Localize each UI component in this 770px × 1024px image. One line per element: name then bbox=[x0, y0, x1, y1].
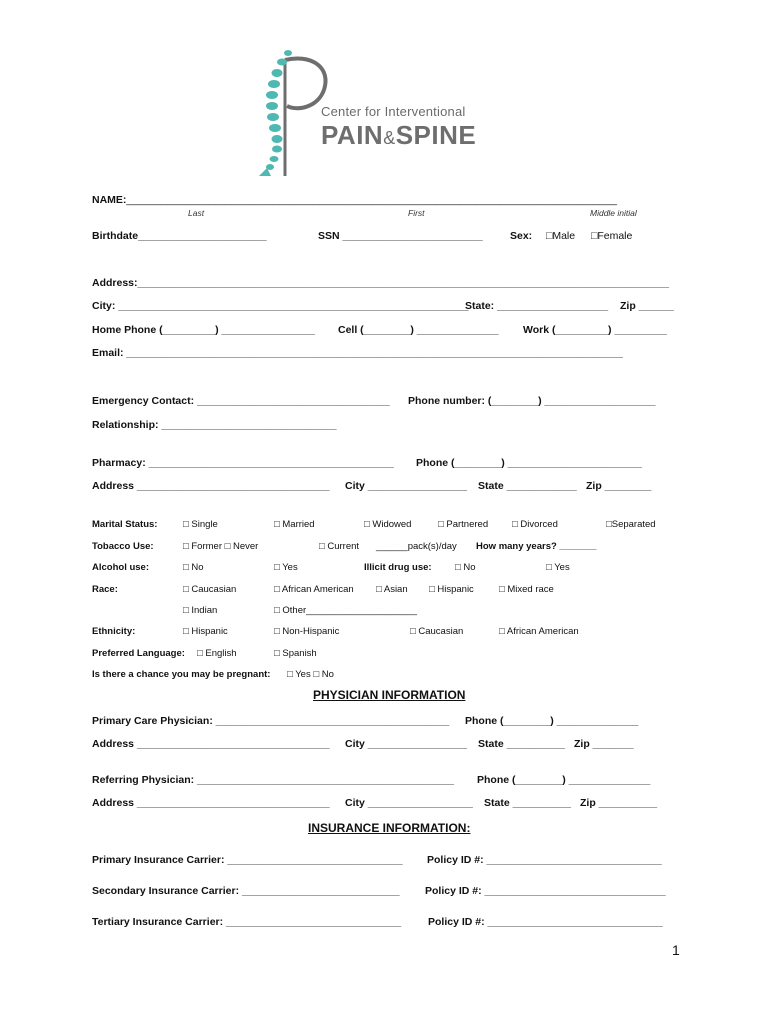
marital-single-checkbox[interactable]: □ Single bbox=[183, 519, 218, 530]
name-blank: ____________________________________________________________________________________ bbox=[126, 194, 617, 206]
logo-line2 bbox=[321, 120, 476, 153]
race-african-american-checkbox[interactable]: □ African American bbox=[274, 584, 354, 595]
referring-state-field[interactable]: State __________ bbox=[484, 797, 571, 809]
race-asian-checkbox[interactable]: □ Asian bbox=[376, 584, 408, 595]
language-english-checkbox[interactable]: □ English bbox=[197, 648, 237, 659]
pcp-address-field[interactable]: Address _________________________________ bbox=[92, 738, 330, 750]
secondary-insurance-field[interactable]: Secondary Insurance Carrier: ___________________________ bbox=[92, 885, 400, 897]
logo bbox=[255, 48, 525, 180]
sex-female-checkbox[interactable]: □Female bbox=[591, 230, 633, 242]
language-label: Preferred Language: bbox=[92, 648, 185, 659]
race-mixed-checkbox[interactable]: □ Mixed race bbox=[499, 584, 554, 595]
pharmacy-zip-field[interactable]: Zip ________ bbox=[586, 480, 652, 492]
secondary-policy-field[interactable]: Policy ID #: _______________________________ bbox=[425, 885, 666, 897]
referring-address-field[interactable]: Address _________________________________ bbox=[92, 797, 330, 809]
race-other-field[interactable]: □ Other_____________________ bbox=[274, 605, 418, 616]
ethnicity-hispanic-checkbox[interactable]: □ Hispanic bbox=[183, 626, 228, 637]
state-field[interactable]: State: ___________________ bbox=[465, 300, 609, 312]
email-field[interactable]: Email: _____________________________________________________________________________________ bbox=[92, 347, 623, 359]
ethnicity-non-hispanic-checkbox[interactable]: □ Non-Hispanic bbox=[274, 626, 340, 637]
primary-policy-field[interactable]: Policy ID #: ______________________________ bbox=[427, 854, 662, 866]
alcohol-yes-checkbox[interactable]: □ Yes bbox=[274, 562, 298, 573]
pcp-zip-field[interactable]: Zip _______ bbox=[574, 738, 634, 750]
pharmacy-state-field[interactable]: State ____________ bbox=[478, 480, 577, 492]
sex-male-checkbox[interactable]: □Male bbox=[546, 230, 576, 242]
name-first-caption: First bbox=[408, 208, 425, 218]
name-middle-caption: Middle initial bbox=[590, 208, 637, 218]
emergency-contact-field[interactable]: Emergency Contact: _________________________________ bbox=[92, 395, 390, 407]
illicit-no-checkbox[interactable]: □ No bbox=[455, 562, 476, 573]
relationship-field[interactable]: Relationship: ______________________________ bbox=[92, 419, 337, 431]
marital-married-checkbox[interactable]: □ Married bbox=[274, 519, 315, 530]
race-caucasian-checkbox[interactable]: □ Caucasian bbox=[183, 584, 237, 595]
pcp-field[interactable]: Primary Care Physician: ________________________________________ bbox=[92, 715, 450, 727]
tobacco-packs-field[interactable]: ______pack(s)/day bbox=[376, 541, 457, 552]
illicit-yes-checkbox[interactable]: □ Yes bbox=[546, 562, 570, 573]
pharmacy-field[interactable]: Pharmacy: __________________________________________ bbox=[92, 457, 394, 469]
insurance-info-heading: INSURANCE INFORMATION: bbox=[308, 821, 471, 835]
name-label: NAME: bbox=[92, 194, 127, 206]
pregnant-label: Is there a chance you may be pregnant: bbox=[92, 669, 271, 680]
tertiary-insurance-field[interactable]: Tertiary Insurance Carrier: ______________________________ bbox=[92, 916, 402, 928]
home-phone-field[interactable]: Home Phone (_________) ________________ bbox=[92, 324, 315, 336]
tobacco-former-never-checkbox[interactable]: □ Former □ Never bbox=[183, 541, 259, 552]
emergency-phone-field[interactable]: Phone number: (________) ___________________ bbox=[408, 395, 656, 407]
race-hispanic-checkbox[interactable]: □ Hispanic bbox=[429, 584, 474, 595]
tertiary-policy-field[interactable]: Policy ID #: ______________________________ bbox=[428, 916, 663, 928]
pharmacy-address-field[interactable]: Address _________________________________ bbox=[92, 480, 330, 492]
language-spanish-checkbox[interactable]: □ Spanish bbox=[274, 648, 317, 659]
alcohol-no-checkbox[interactable]: □ No bbox=[183, 562, 204, 573]
ethnicity-label: Ethnicity: bbox=[92, 626, 136, 637]
race-indian-checkbox[interactable]: □ Indian bbox=[183, 605, 218, 616]
marital-separated-checkbox[interactable]: □Separated bbox=[606, 519, 656, 530]
illicit-drug-label: Illicit drug use: bbox=[364, 562, 432, 573]
zip-field[interactable]: Zip ______ bbox=[620, 300, 674, 312]
pharmacy-city-field[interactable]: City _________________ bbox=[345, 480, 468, 492]
ethnicity-african-american-checkbox[interactable]: □ African American bbox=[499, 626, 579, 637]
tobacco-current-checkbox[interactable]: □ Current bbox=[319, 541, 360, 552]
pcp-city-field[interactable]: City _________________ bbox=[345, 738, 468, 750]
pharmacy-phone-field[interactable]: Phone (________) _______________________ bbox=[416, 457, 642, 469]
referring-city-field[interactable]: City __________________ bbox=[345, 797, 473, 809]
referring-phone-field[interactable]: Phone (________) ______________ bbox=[477, 774, 651, 786]
primary-insurance-field[interactable]: Primary Insurance Carrier: ______________________________ bbox=[92, 854, 403, 866]
logo-line1: Center for Interventional bbox=[321, 104, 466, 119]
logo-amp: & bbox=[383, 128, 396, 148]
address-field[interactable]: Address:___________________________________________________________________________________________ bbox=[92, 277, 669, 289]
alcohol-label: Alcohol use: bbox=[92, 562, 150, 573]
logo-pain: PAIN bbox=[321, 120, 384, 150]
ethnicity-caucasian-checkbox[interactable]: □ Caucasian bbox=[410, 626, 464, 637]
cell-phone-field[interactable]: Cell (________) ______________ bbox=[338, 324, 499, 336]
ssn-field[interactable]: SSN ________________________ bbox=[318, 230, 483, 242]
marital-widowed-checkbox[interactable]: □ Widowed bbox=[364, 519, 412, 530]
name-last-caption: Last bbox=[188, 208, 205, 218]
work-phone-field[interactable]: Work (_________) _________ bbox=[523, 324, 668, 336]
sex-label: Sex: bbox=[510, 230, 533, 242]
pcp-phone-field[interactable]: Phone (________) ______________ bbox=[465, 715, 639, 727]
marital-status-label: Marital Status: bbox=[92, 519, 158, 530]
tobacco-label: Tobacco Use: bbox=[92, 541, 154, 552]
race-label: Race: bbox=[92, 584, 118, 595]
pregnant-options[interactable]: □ Yes □ No bbox=[287, 669, 334, 680]
marital-partnered-checkbox[interactable]: □ Partnered bbox=[438, 519, 489, 530]
logo-spine: SPINE bbox=[395, 120, 477, 150]
referring-physician-field[interactable]: Referring Physician: ____________________________________________ bbox=[92, 774, 454, 786]
name-field[interactable] bbox=[92, 194, 617, 207]
city-field[interactable]: City: ____________________________________________________________ bbox=[92, 300, 469, 312]
marital-divorced-checkbox[interactable]: □ Divorced bbox=[512, 519, 558, 530]
referring-zip-field[interactable]: Zip __________ bbox=[580, 797, 658, 809]
birthdate-field[interactable]: Birthdate______________________ bbox=[92, 230, 267, 242]
pcp-state-field[interactable]: State __________ bbox=[478, 738, 565, 750]
tobacco-years-field[interactable]: How many years? _______ bbox=[476, 541, 597, 552]
page-number: 1 bbox=[672, 942, 680, 958]
physician-info-heading: PHYSICIAN INFORMATION bbox=[313, 688, 466, 702]
